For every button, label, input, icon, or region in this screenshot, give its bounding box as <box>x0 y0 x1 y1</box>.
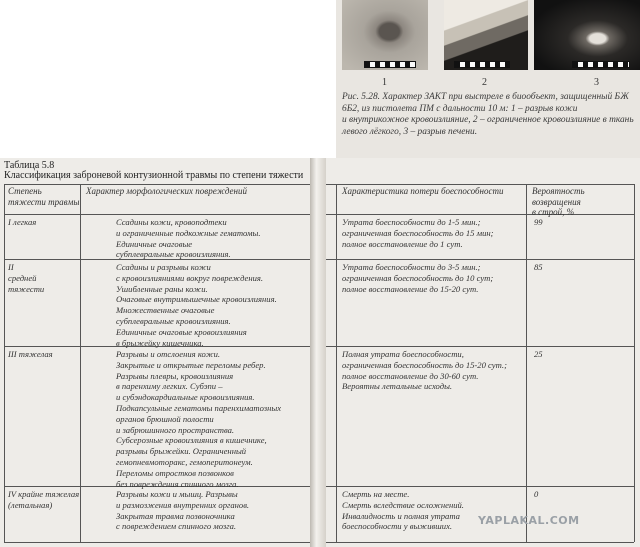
cell-line: IV крайне тяжелая <box>8 489 80 499</box>
cell-line: Смерть вследствие осложнений. <box>342 499 464 510</box>
cell-line: 99 <box>534 217 543 227</box>
header-line: Степень <box>8 186 42 196</box>
scale-ruler <box>572 61 630 68</box>
row4-loss <box>342 489 464 532</box>
cell-line: Смерть на месте. <box>342 489 410 499</box>
cell-line: Переломы отростков позвонков <box>116 467 234 478</box>
header-loss <box>342 186 503 197</box>
photo-number: 2 <box>482 77 487 88</box>
cell-line: полное восстановление до 1 сут. <box>342 238 463 249</box>
cell-line: Подкапсульные гематомы паренхиматозных <box>116 402 282 413</box>
cell-line: Разрывы кожи и мышц. Разрывы <box>116 489 238 499</box>
cell-line: тяжести <box>8 283 45 294</box>
cell-line: с повреждением спинного мозга. <box>116 521 237 532</box>
row4-morph <box>116 489 249 532</box>
header-line: Вероятность <box>532 186 585 196</box>
cell-line: III тяжелая <box>8 349 53 359</box>
header-prob <box>532 186 585 218</box>
table-rule <box>80 184 81 542</box>
blank-area <box>0 0 336 158</box>
table-rule <box>634 184 635 542</box>
cell-line: и размозжения внутренних органов. <box>116 499 250 510</box>
book-gutter <box>310 158 326 547</box>
cell-line: ограниченная боеспособность до 10 сут; <box>342 272 494 283</box>
cell-line: и ограниченные подкожные гематомы. <box>116 227 261 238</box>
cell-line: Закрытые и открытые переломы ребер. <box>116 359 266 370</box>
cell-line: с кровоизлияниями вокруг повреждения. <box>116 272 264 283</box>
caption-line: левого лёгкого, 3 – разрыв печени. <box>342 126 478 137</box>
row1-prob <box>534 217 543 228</box>
header-line: возвращения <box>532 196 581 207</box>
photo-lung-hemorrhage <box>444 0 528 70</box>
cell-line: боеспособности у выживших. <box>342 521 453 532</box>
header-line: Характеристика потери боеспособности <box>342 186 504 196</box>
caption-line: Рис. 5.28. Характер ЗАКТ при выстреле в биообъект, защищенный БЖ <box>342 92 629 102</box>
row3-degree <box>8 349 53 360</box>
header-line: тяжести травмы <box>8 196 80 207</box>
cell-line: гемопневмоторакс, гемоперитонеум. <box>116 456 253 467</box>
photo-number: 3 <box>594 77 599 88</box>
cell-line: средней <box>8 272 37 283</box>
cell-line: Ушибленные раны кожи. <box>116 283 208 294</box>
row3-loss <box>342 349 507 392</box>
cell-line: Единичные очаговые <box>116 238 193 249</box>
figure-caption <box>342 92 634 138</box>
header-line: в строй, % <box>532 207 575 217</box>
row3-morph <box>116 349 281 489</box>
cell-line: Вероятны летальные исходы. <box>342 381 453 392</box>
table-label: Таблица 5.8 <box>4 160 55 171</box>
row4-degree <box>8 489 79 511</box>
cell-line: полное восстановление до 30-60 сут. <box>342 370 479 381</box>
header-morph <box>86 186 247 197</box>
cell-line: Закрытая травма позвоночника <box>116 510 235 521</box>
photo-number: 1 <box>382 77 387 88</box>
cell-line: Инвалидность и полная утрата <box>342 510 460 521</box>
cell-line: 0 <box>534 489 539 499</box>
site-watermark: YAPLAKAL.COM <box>478 514 580 527</box>
cell-line: без повреждения спинного мозга. <box>116 478 239 489</box>
cell-line: ограниченная боеспособность до 15 мин; <box>342 227 494 238</box>
table-rule <box>336 184 337 542</box>
cell-line: Субсерозные кровоизлияния в кишечнике, <box>116 435 267 446</box>
cell-line: в брыжейку кишечника. <box>116 337 204 348</box>
cell-line: Утрата боеспособности до 3-5 мин.; <box>342 262 481 272</box>
row2-morph <box>116 262 277 348</box>
cell-line: I легкая <box>8 217 37 227</box>
table-rule <box>4 184 5 542</box>
caption-line: и внутрикожное кровоизлияние, 2 – ограниченное кровоизлияние в ткань <box>342 115 634 125</box>
row1-loss <box>342 217 494 249</box>
cell-line: Разрывы и отслоения кожи. <box>116 349 221 359</box>
cell-line: разрывы брыжейки. Ограниченный <box>116 446 247 457</box>
cell-line: субплевральные кровоизлияния. <box>116 315 231 326</box>
figure-page <box>336 0 640 158</box>
cell-line: Ссадины кожи, кровоподтеки <box>116 217 227 227</box>
row2-degree <box>8 262 44 294</box>
cell-line: и субэндокардиальные кровоизлияния. <box>116 392 255 403</box>
cell-line: в паренхиму легких. Субэпи – <box>116 381 223 392</box>
row1-morph <box>116 217 260 260</box>
cell-line: II <box>8 262 14 272</box>
cell-line: Очаговые внутримышечные кровоизлияния. <box>116 294 277 305</box>
photo-skin-rupture <box>342 0 428 70</box>
cell-line: ограниченная боеспособность до 15-20 сут.; <box>342 359 507 370</box>
cell-line: Утрата боеспособности до 1-5 мин.; <box>342 217 481 227</box>
table-rule <box>526 184 527 542</box>
row2-loss <box>342 262 493 294</box>
cell-line: Разрывы плевры, кровоизлияния <box>116 370 234 381</box>
cell-line: Полная утрата боеспособности, <box>342 349 464 359</box>
row2-prob <box>534 262 543 273</box>
cell-line: (летальная) <box>8 499 53 510</box>
cell-line: и забрюшинного пространства. <box>116 424 235 435</box>
table-title: Классификация заброневой контузионной травмы по степени тяжести <box>4 170 304 181</box>
cell-line: органов брюшной полости <box>116 413 214 424</box>
caption-line: 6Б2, из пистолета ПМ с дальности 10 м: 1 – разрыв кожи <box>342 103 578 114</box>
cell-line: Множественные очаговые <box>116 305 215 316</box>
cell-line: Единичные очаговые кровоизлияния <box>116 326 247 337</box>
scale-ruler <box>364 61 416 68</box>
cell-line: Ссадины и разрывы кожи <box>116 262 211 272</box>
cell-line: полное восстановление до 15-20 сут. <box>342 283 479 294</box>
cell-line: 85 <box>534 262 543 272</box>
cell-line: субплевральные кровоизлияния. <box>116 249 231 260</box>
row3-prob <box>534 349 543 360</box>
row1-degree <box>8 217 36 228</box>
cell-line: 25 <box>534 349 543 359</box>
scale-ruler <box>454 61 510 68</box>
header-degree <box>8 186 79 207</box>
photo-liver-rupture <box>534 0 640 70</box>
table-page <box>0 158 640 547</box>
row4-prob <box>534 489 538 500</box>
header-line: Характер морфологических повреждений <box>86 186 247 196</box>
